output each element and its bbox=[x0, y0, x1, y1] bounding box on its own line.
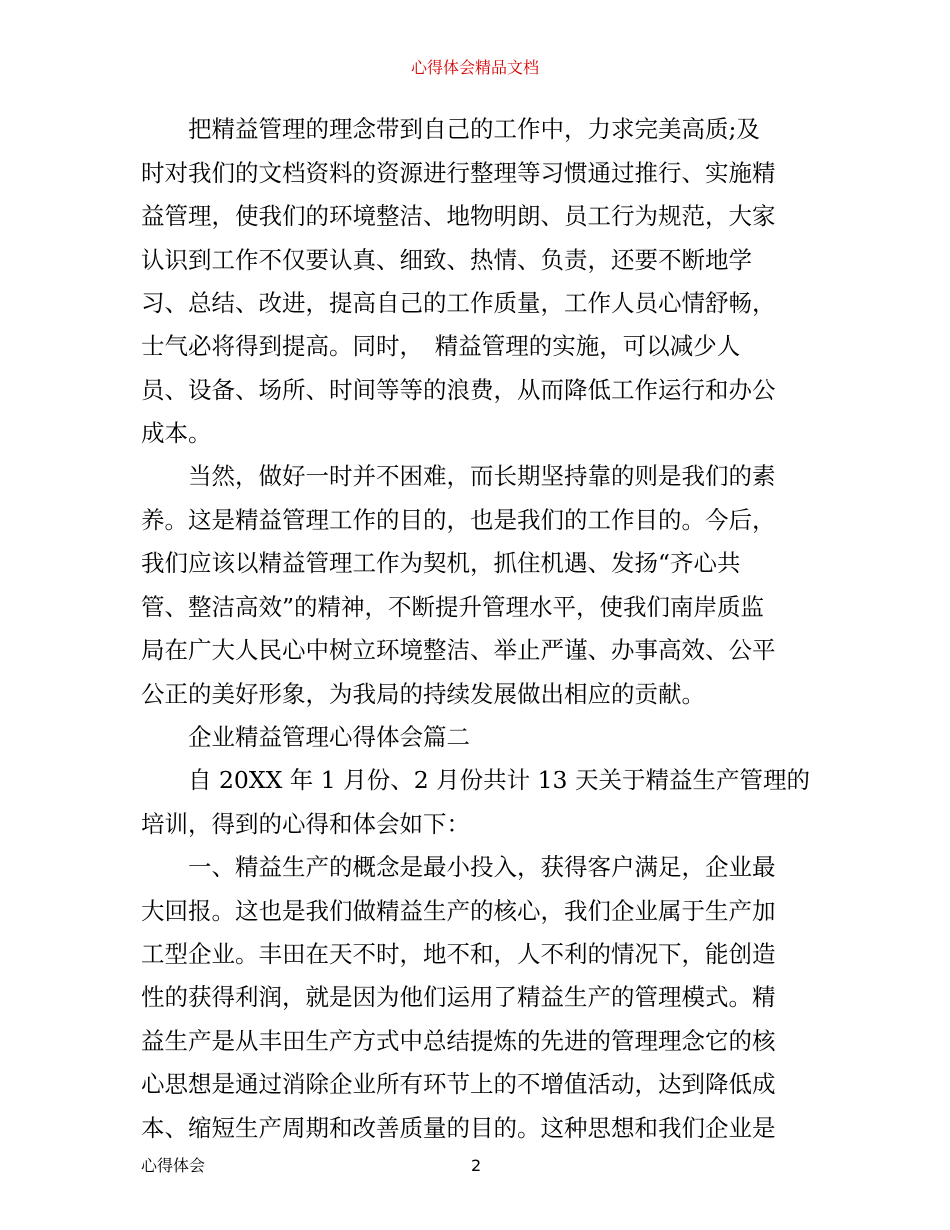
text-line: 性的获得利润，就是因为他们运用了精益生产的管理模式。精 bbox=[141, 983, 776, 1011]
text-line: 自 20XX 年 1 月份、2 月份共计 13 天关于精益生产管理的 bbox=[141, 766, 810, 794]
text-line: 养。这是精益管理工作的目的，也是我们的工作目的。今后， bbox=[141, 506, 776, 534]
text-line: 员、设备、场所、时间等等的浪费，从而降低工作运行和办公 bbox=[141, 376, 776, 404]
text-line: 本、缩短生产周期和改善质量的目的。这种思想和我们企业是 bbox=[141, 1114, 776, 1142]
text-line: 士气必将得到提高。同时， 精益管理的实施，可以减少人 bbox=[141, 332, 741, 360]
text-line: 局在广大人民心中树立环境整洁、举止严谨、办事高效、公平 bbox=[141, 636, 776, 664]
text-line: 成本。 bbox=[141, 419, 212, 447]
text-line: 培训，得到的心得和体会如下： bbox=[141, 810, 470, 838]
text-line: 认识到工作不仅要认真、细致、热情、负责，还要不断地学 bbox=[141, 246, 752, 274]
text-line: 大回报。这也是我们做精益生产的核心，我们企业属于生产加 bbox=[141, 897, 776, 925]
text-line: 一、精益生产的概念是最小投入，获得客户满足，企业最 bbox=[141, 853, 776, 881]
text-line: 工型企业。丰田在天不时，地不和，人不利的情况下，能创造 bbox=[141, 940, 776, 968]
section-heading: 企业精益管理心得体会篇二 bbox=[141, 723, 470, 751]
text-line: 时对我们的文档资料的资源进行整理等习惯通过推行、实施精 bbox=[141, 159, 776, 187]
page-number: 2 bbox=[471, 1156, 482, 1175]
text-line: 益管理，使我们的环境整洁、地物明朗、员工行为规范，大家 bbox=[141, 202, 776, 230]
footer-label: 心得体会 bbox=[141, 1156, 206, 1175]
text-line: 公正的美好形象，为我局的持续发展做出相应的贡献。 bbox=[141, 680, 705, 708]
text-line: 当然，做好一时并不困难，而长期坚持靠的则是我们的素 bbox=[141, 462, 776, 490]
text-line: 把精益管理的理念带到自己的工作中，力求完美高质;及 bbox=[141, 115, 760, 143]
text-line: 益生产是从丰田生产方式中总结提炼的先进的管理理念它的核 bbox=[141, 1027, 776, 1055]
text-line: 我们应该以精益管理工作为契机，抓住机遇、发扬“齐心共 bbox=[141, 549, 741, 577]
text-line: 习、总结、改进，提高自己的工作质量，工作人员心情舒畅， bbox=[141, 289, 776, 317]
page-header-title: 心得体会精品文档 bbox=[410, 58, 539, 77]
text-line: 管、整洁高效”的精神，不断提升管理水平，使我们南岸质监 bbox=[141, 593, 765, 621]
text-line: 心思想是通过消除企业所有环节上的不增值活动，达到降低成 bbox=[141, 1070, 776, 1098]
